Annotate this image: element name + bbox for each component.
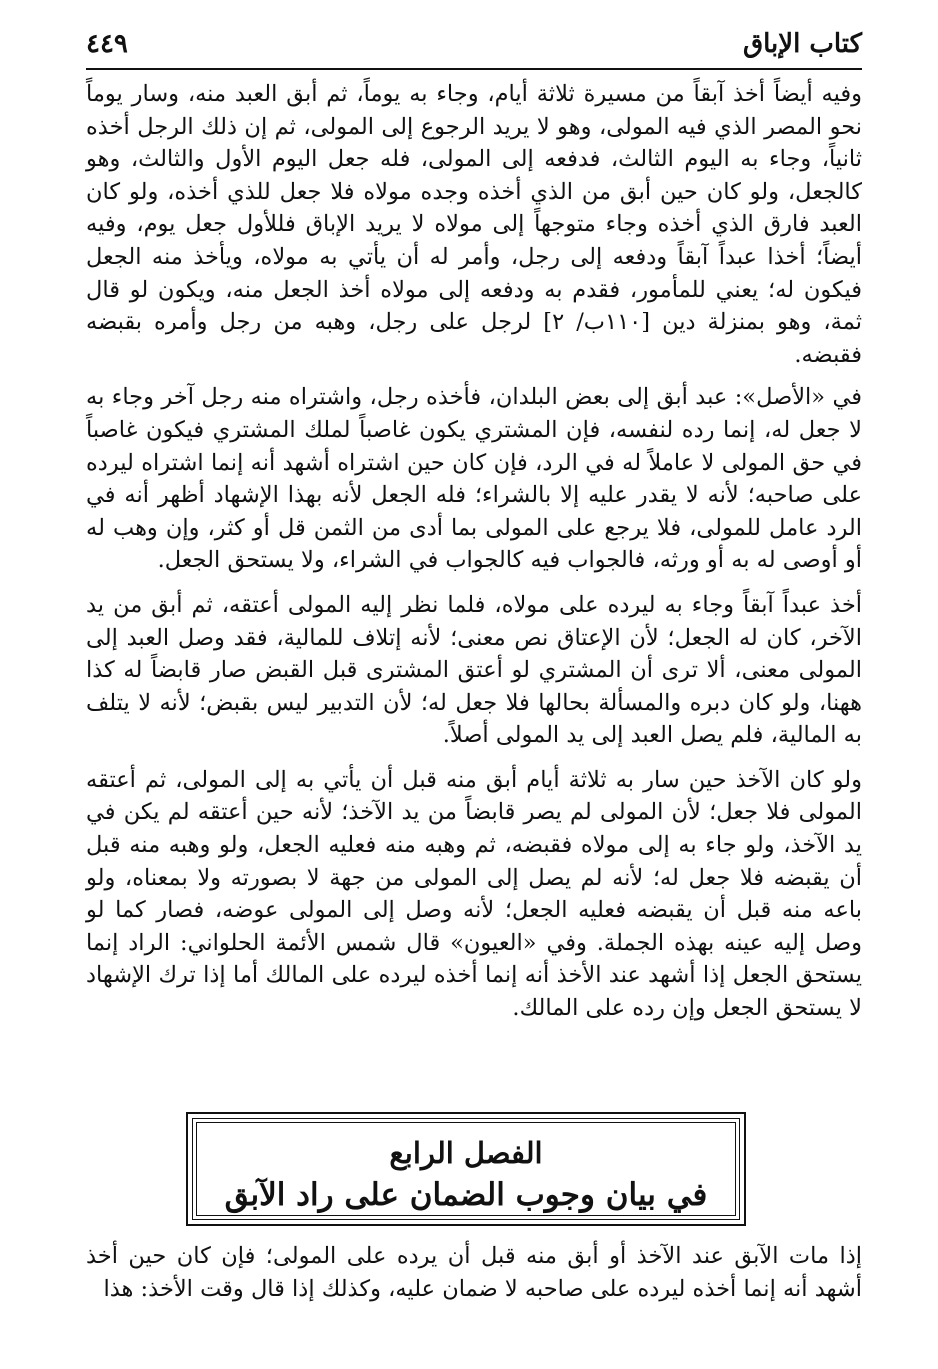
paragraph: إذا مات الآبق عند الآخذ أو أبق منه قبل أن يرده على المولى؛ فإن كان حين أخذ أشهد أنه إنما أخذه ليرده على صاحبه لا ضمان عليه، وكذلك إذا قال وقت الأخذ: هذا — [86, 1243, 862, 1302]
page-number: ٤٤٩ — [86, 29, 128, 59]
chapter-subtitle: في بيان وجوب الضمان على راد الآبق — [224, 1177, 708, 1213]
chapter-title: الفصل الرابع — [389, 1136, 543, 1170]
page-header — [86, 24, 862, 64]
continuation-text — [86, 1240, 862, 1317]
paragraph: ولو كان الآخذ حين سار به ثلاثة أيام أبق منه قبل أن يأتي به إلى المولى، ثم أعتقه المولى فلا جعل؛ لأن المولى لم يصر قابضاً من يد الآخذ؛ لأنه حين أعتقه لم يكن في يد الآخذ، ولو جاء به إلى مولاه فقبضه، ثم وهبه منه فعليه الجعل، ولو وهبه منه قبل أن يقبضه فلا جعل له؛ لأنه لم يصل إلى المولى من جهة لا بصورته ولا بمعناه، ولو باعه منه قبل أن يقبضه فعليه الجعل؛ لأنه وصل إلى المولى عوضه، فصار كما لو وصل إليه عينه بهذه الجملة. وفي «العيون» قال شمس الأئمة الحلواني: الراد إنما يستحق الجعل إذا أشهد عند الأخذ أنه إنما أخذه ليرده على المالك أما إذا ترك الإشهاد لا يستحق الجعل وإن رده على المالك. — [86, 766, 862, 1022]
paragraph: في «الأصل»: عبد أبق إلى بعض البلدان، فأخذه رجل، واشتراه منه رجل آخر وجاء به لا جعل له، إنما رده لنفسه، فإن المشتري يكون غاصباً لملك المشتري فيكون غاصباً في حق المولى لا عاملاً له في الرد، فإن كان حين اشتراه أشهد أنه إنما اشتراه ليرده على صاحبه؛ لأنه لا يقدر عليه إلا بالشراء؛ فله الجعل لأنه بهذا الإشهاد أظهر أنه في الرد عامل للمولى، فلا يرجع على المولى بما أدى من الثمن قل أو كثر، وإن وهب له أو أوصى له به أو ورثه، فالجواب فيه كالجواب في الشراء، ولا يستحق الجعل. — [86, 384, 862, 574]
main-text — [86, 78, 862, 1037]
book-title: كتاب الإباق — [742, 29, 862, 59]
paragraph: وفيه أيضاً أخذ آبقاً من مسيرة ثلاثة أيام، وجاء به يوماً، ثم أبق العبد منه، وسار يوماً نحو المصر الذي فيه المولى، وهو لا يريد الرجوع إلى المولى، ثم إن ذلك الرجل أخذه ثانياً، وجاء به اليوم الثالث، فدفعه إلى المولى، فله جعل اليوم الأول والثالث، وهو كالجعل، ولو كان حين أبق من الذي أخذه وجده مولاه فلا جعل للذي أخذه، ولو كان العبد فارق الذي أخذه وجاء متوجهاً إلى مولاه لا يريد الإباق فللأول جعل يوم، وفيه أيضاً؛ أخذا عبداً آبقاً ودفعه إلى رجل، وأمر له أن يأتي به مولاه، ويأخذ منه الجعل فيكون له؛ يعني للمأمور، فقدم به ودفعه إلى مولاه أخذ الجعل منه، ويكون لو قال ثمة، وهو بمنزلة دين [١١٠ب/ ٢] لرجل على رجل، وهبه من رجل وأمره بقبضه فقبضه. — [86, 81, 863, 368]
paragraph: أخذ عبداً آبقاً وجاء به ليرده على مولاه، فلما نظر إليه المولى أعتقه، ثم أبق من يد الآخر، كان له الجعل؛ لأن الإعتاق نص معنى؛ لأنه إتلاف للمالية، فقد وصل العبد إلى المولى معنى، ألا ترى أن المشتري لو أعتق المشترى قبل القبض صار قابضاً له كذا ههنا، ولو كان دبره والمسألة بحالها فلا جعل له؛ لأن التدبير ليس بقبض؛ لأنه لا يتلف به المالية، فلم يصل العبد إلى يد المولى أصلاً. — [86, 591, 862, 749]
chapter-heading-frame — [186, 1112, 746, 1226]
header-divider — [86, 68, 862, 70]
